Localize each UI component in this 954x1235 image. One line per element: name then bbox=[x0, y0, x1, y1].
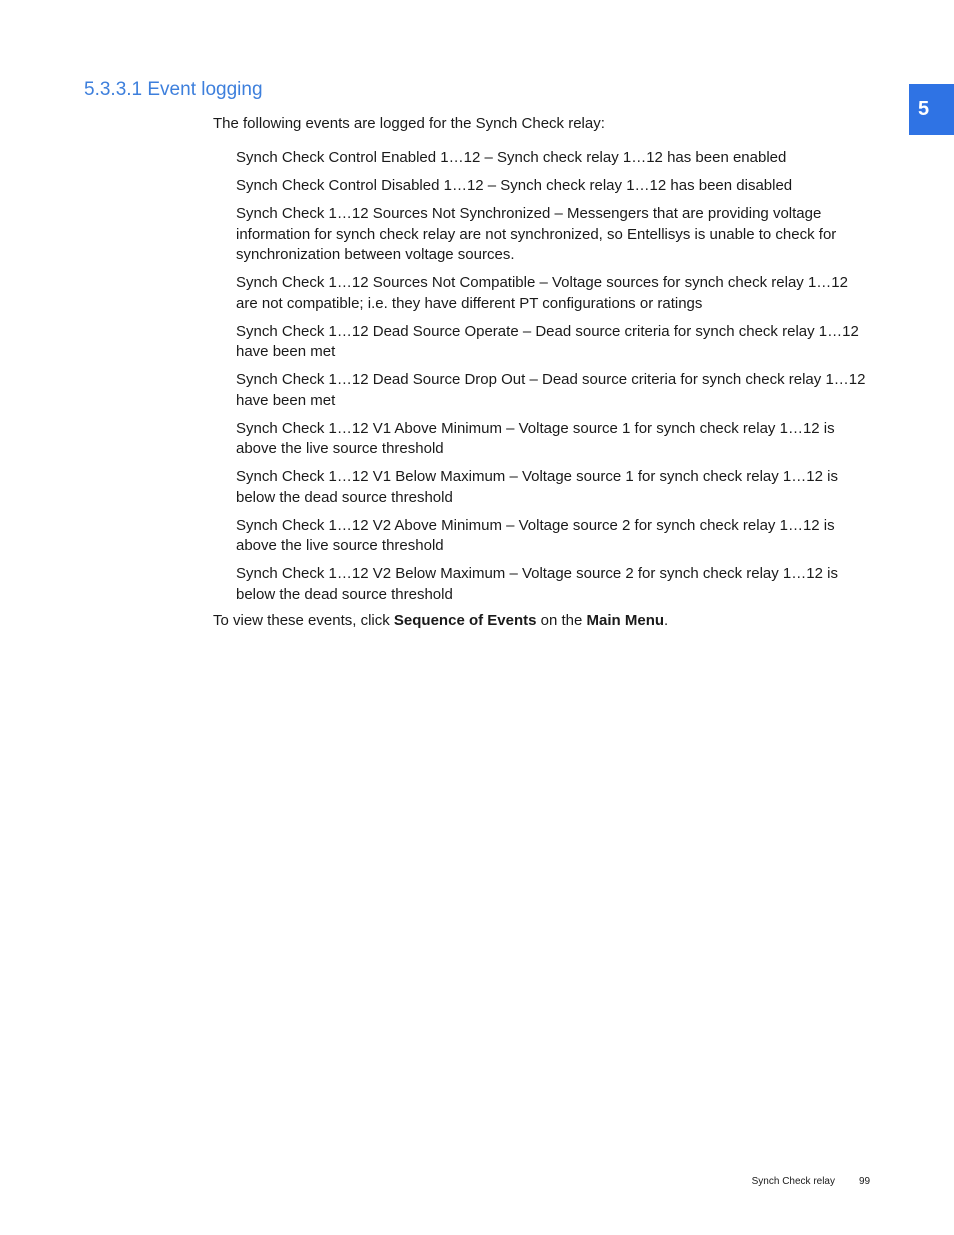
outro-prefix: To view these events, click bbox=[213, 612, 394, 629]
chapter-tab bbox=[909, 84, 954, 135]
event-item: Synch Check 1…12 Sources Not Compatible – Voltage sources for synch check relay 1…12 are not compatible; i.e. they have different PT configurations or ratings bbox=[236, 274, 848, 312]
sequence-of-events-reference: Sequence of Events bbox=[393, 612, 537, 629]
event-item: Synch Check 1…12 V2 Below Maximum – Voltage source 2 for synch check relay 1…12 is below the dead source threshold bbox=[236, 565, 838, 603]
footer-page-number: 99 bbox=[859, 1176, 871, 1187]
event-item: Synch Check Control Disabled 1…12 – Synch check relay 1…12 has been disabled bbox=[236, 177, 793, 194]
outro-suffix: . bbox=[664, 612, 669, 629]
outro-middle: on the bbox=[536, 612, 587, 629]
event-item: Synch Check 1…12 Sources Not Synchronized – Messengers that are providing voltage information for synch check relay are not synchronized, so Entellisys is unable to check for synchronization between voltage sources. bbox=[236, 205, 837, 263]
event-item: Synch Check 1…12 V2 Above Minimum – Voltage source 2 for synch check relay 1…12 is above the live source threshold bbox=[236, 516, 835, 554]
chapter-number: 5 bbox=[918, 98, 930, 120]
event-item: Synch Check 1…12 Dead Source Drop Out – Dead source criteria for synch check relay 1…12 have been met bbox=[236, 371, 866, 409]
event-item: Synch Check 1…12 V1 Above Minimum – Voltage source 1 for synch check relay 1…12 is above the live source threshold bbox=[236, 419, 835, 457]
footer-section-name: Synch Check relay bbox=[751, 1176, 835, 1187]
section-heading: 5.3.3.1 Event logging bbox=[84, 79, 263, 100]
intro-paragraph: The following events are logged for the Synch Check relay: bbox=[213, 115, 605, 132]
event-item: Synch Check Control Enabled 1…12 – Synch check relay 1…12 has been enabled bbox=[236, 149, 787, 166]
event-list bbox=[236, 148, 872, 613]
event-item: Synch Check 1…12 V1 Below Maximum – Voltage source 1 for synch check relay 1…12 is below the dead source threshold bbox=[236, 468, 838, 506]
main-menu-reference: Main Menu bbox=[586, 612, 665, 629]
event-item: Synch Check 1…12 Dead Source Operate – Dead source criteria for synch check relay 1…12 have been met bbox=[236, 322, 859, 360]
outro-paragraph bbox=[213, 611, 668, 631]
